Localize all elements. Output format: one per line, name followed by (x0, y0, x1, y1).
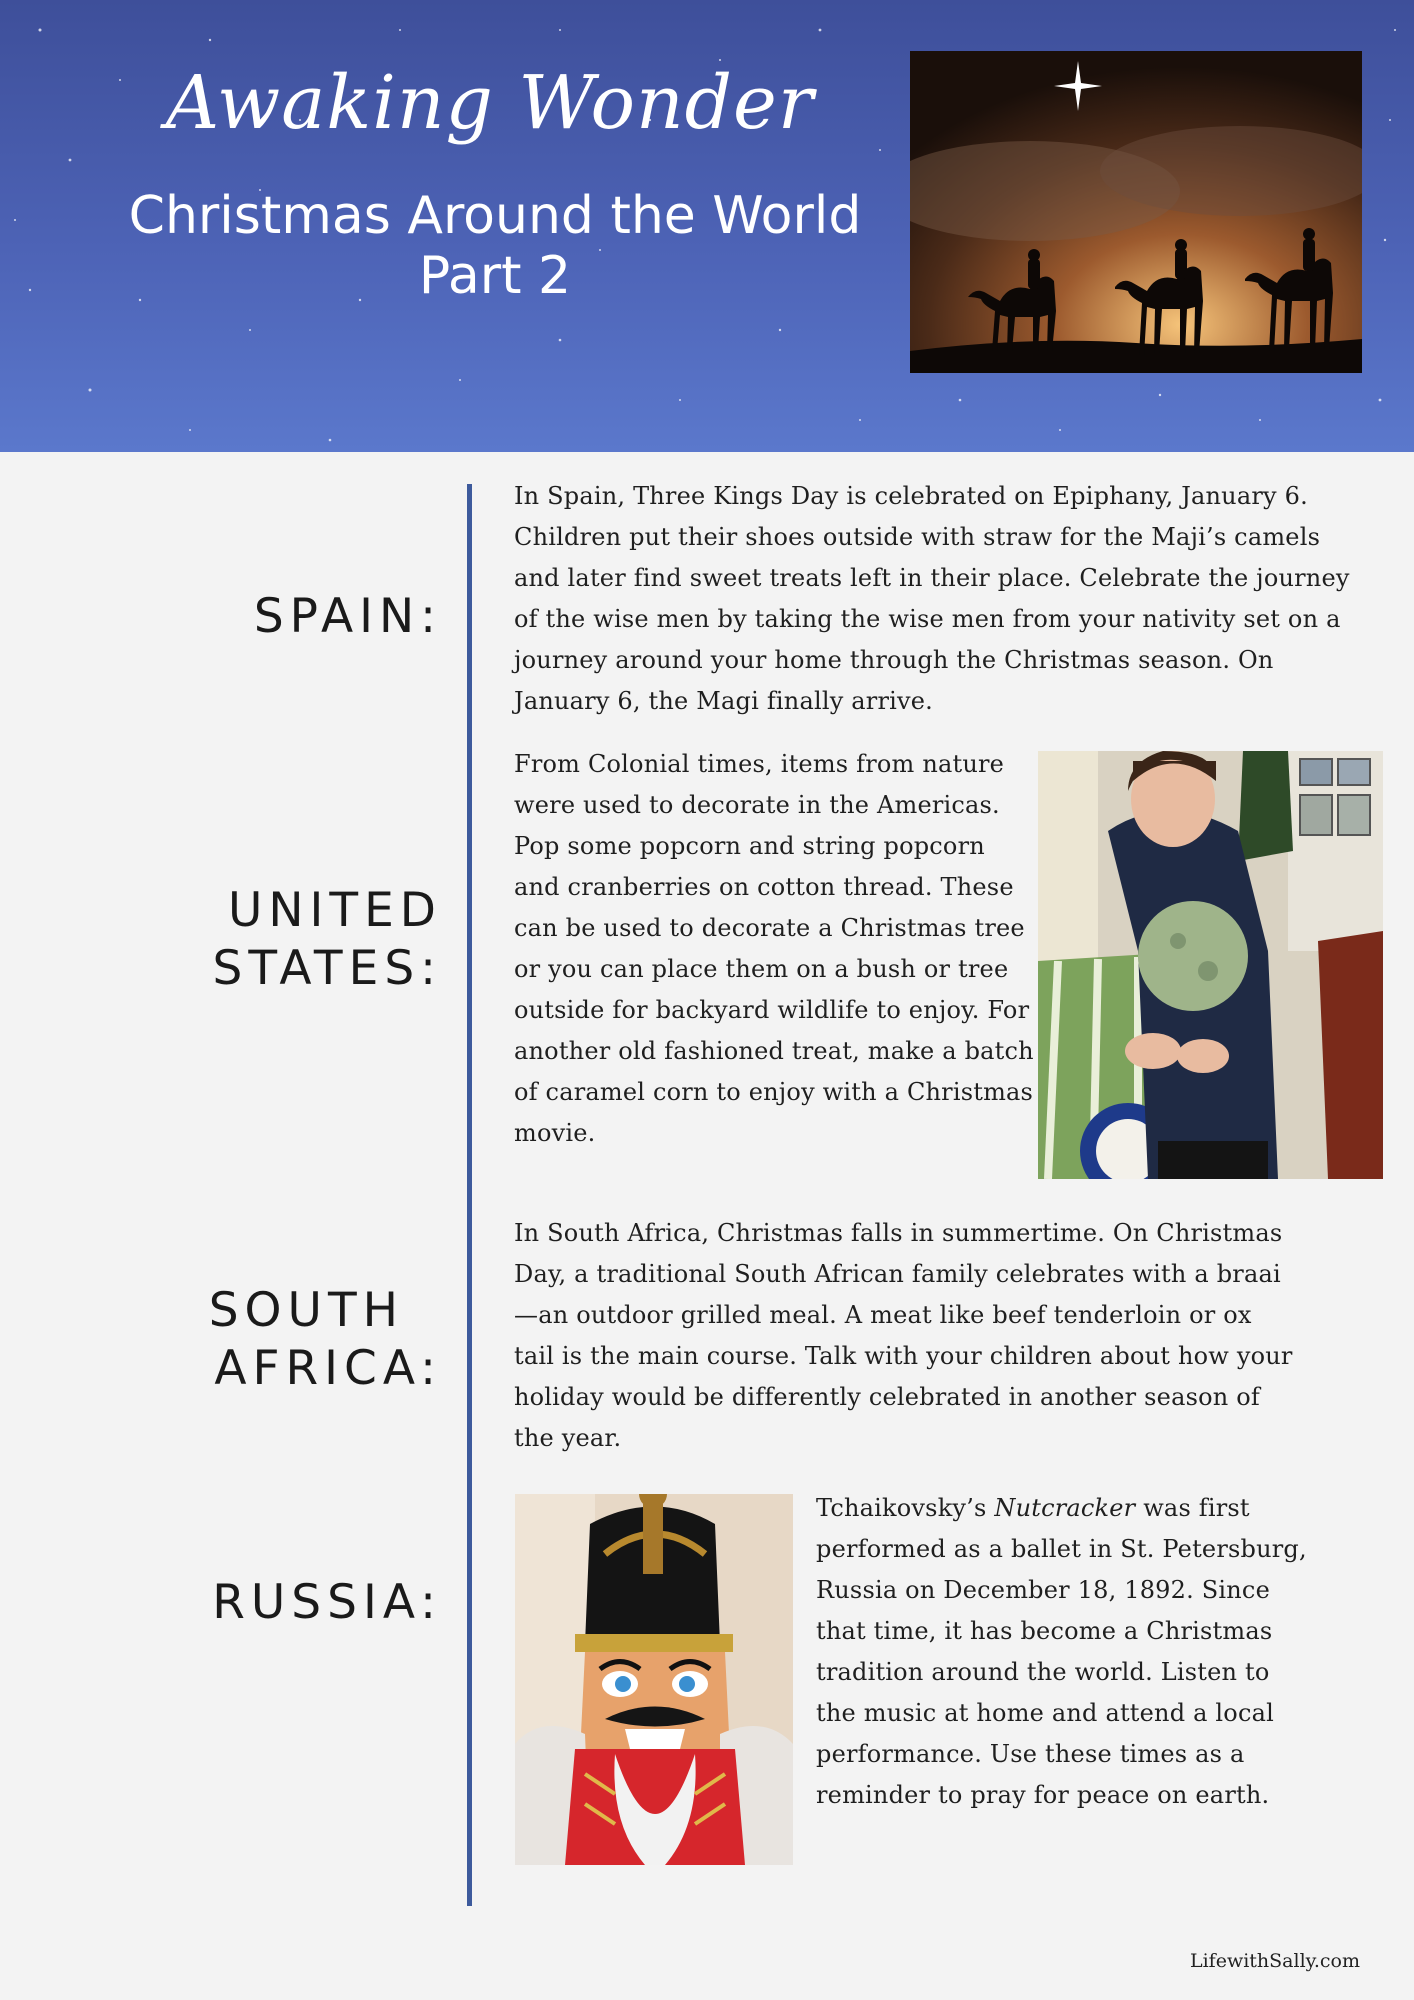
country-label-spain: SPAIN: (253, 589, 442, 644)
country-label-line2: STATES: (212, 941, 442, 996)
country-label-united-states (150, 882, 442, 998)
country-label-line2: AFRICA: (214, 1341, 442, 1396)
nutcracker-title: Nutcracker (994, 1494, 1136, 1522)
south-africa-text: In South Africa, Christmas falls in summertime. On Christmas Day, a traditional South African family celebrates with a braai—an outdoor grilled meal. A meat like beef tenderloin or ox tail is the main course. Talk with your children about how your holiday would be differently celebrated in another season of the year. (514, 1219, 1293, 1452)
page-title-line1: Christmas Around the World (128, 186, 862, 246)
page-title (80, 186, 910, 306)
vertical-divider (467, 484, 472, 1906)
footer-site-link[interactable]: LifewithSally.com (1189, 1950, 1360, 1972)
country-label-south-africa (150, 1282, 442, 1398)
wise-men-hero-image (910, 51, 1362, 373)
country-label-line1: UNITED (227, 883, 442, 938)
russia-text-after: was first performed as a ballet in St. Petersburg, Russia on December 18, 1892. Since that time, it has become a Christmas tradition around the world. Listen to the music at home and attend a local performance. Use these times as a reminder to pray for peace on earth. (816, 1494, 1307, 1809)
spain-text: In Spain, Three Kings Day is celebrated on Epiphany, January 6. Children put their shoes outside with straw for the Maji’s camels and later find sweet treats left in their place. Celebrate the journey of the wise men by taking the wise men from your nativity set on a journey around your home through the Christmas season. On January 6, the Magi finally arrive. (514, 482, 1350, 715)
country-label-line1: SOUTH (208, 1283, 404, 1338)
nutcracker-photo (515, 1494, 793, 1865)
united-states-text: From Colonial times, items from nature were used to decorate in the Americas. Pop some popcorn and string popcorn and cranberries on cotton thread. These can be used to decorate a Christmas tree or you can place them on a bush or tree outside for backyard wildlife to enjoy. For another old fashioned treat, make a batch of caramel corn to enjoy with a Christmas movie. (514, 750, 1034, 1147)
russia-text-before: Tchaikovsky’s (816, 1494, 995, 1522)
country-label-russia: RUSSIA: (212, 1575, 442, 1630)
boy-stringing-popcorn-photo (1038, 751, 1383, 1179)
russia-text (816, 1488, 1316, 1816)
header-banner (0, 0, 1414, 452)
script-title: Awaking Wonder (165, 60, 815, 146)
page-title-line2: Part 2 (418, 246, 572, 306)
